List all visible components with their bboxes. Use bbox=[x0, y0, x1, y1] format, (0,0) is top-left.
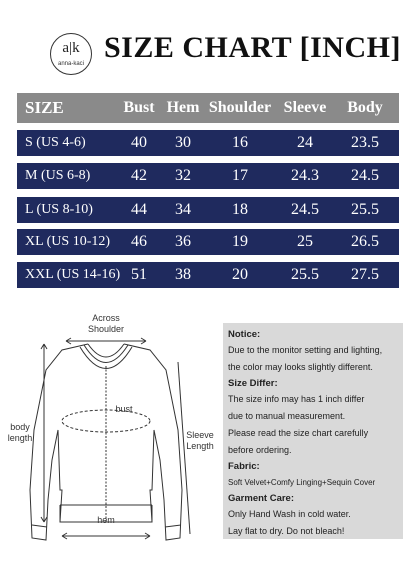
label-sleeve-length: Sleeve Length bbox=[186, 430, 214, 451]
notice-heading: Notice: bbox=[228, 329, 261, 340]
row-body: 23.5 bbox=[351, 134, 379, 151]
label-bust: bust bbox=[115, 404, 133, 414]
row-hem: 34 bbox=[175, 201, 191, 218]
notes-panel bbox=[223, 323, 403, 539]
label-across-shoulder: Across Shoulder bbox=[87, 313, 125, 334]
label-body-length: body length bbox=[7, 422, 33, 443]
header-size: SIZE bbox=[25, 98, 64, 117]
table-row bbox=[17, 130, 399, 156]
size-table-header bbox=[17, 93, 399, 123]
garment-care-line: Lay flat to dry. Do not bleach! bbox=[228, 526, 345, 536]
row-sleeve: 25.5 bbox=[291, 266, 319, 283]
table-row bbox=[17, 197, 399, 223]
row-shoulder: 16 bbox=[232, 134, 248, 151]
table-row bbox=[17, 262, 399, 288]
garment-care-heading: Garment Care: bbox=[228, 493, 294, 504]
row-size: S (US 4-6) bbox=[25, 135, 86, 150]
row-size: L (US 8-10) bbox=[25, 202, 93, 217]
row-hem: 36 bbox=[175, 233, 191, 250]
row-hem: 30 bbox=[175, 134, 191, 151]
row-size: XXL (US 14-16) bbox=[25, 267, 121, 282]
row-sleeve: 24.3 bbox=[291, 167, 319, 184]
row-bust: 51 bbox=[131, 266, 147, 283]
garment-care-line: Only Hand Wash in cold water. bbox=[228, 509, 351, 519]
header-sleeve: Sleeve bbox=[283, 99, 327, 116]
row-body: 24.5 bbox=[351, 167, 379, 184]
row-hem: 32 bbox=[175, 167, 191, 184]
row-bust: 40 bbox=[131, 134, 147, 151]
row-hem: 38 bbox=[175, 266, 191, 283]
header-hem: Hem bbox=[166, 99, 200, 116]
row-body: 25.5 bbox=[351, 201, 379, 218]
notice-line: the color may looks slightly different. bbox=[228, 362, 373, 372]
row-body: 27.5 bbox=[351, 266, 379, 283]
row-shoulder: 17 bbox=[232, 167, 248, 184]
header-body: Body bbox=[347, 99, 383, 116]
row-bust: 46 bbox=[131, 233, 147, 250]
size-differ-line: The size info may has 1 inch differ bbox=[228, 394, 365, 404]
row-sleeve: 24 bbox=[297, 134, 313, 151]
row-body: 26.5 bbox=[351, 233, 379, 250]
size-differ-line: due to manual measurement. bbox=[228, 411, 346, 421]
row-shoulder: 18 bbox=[232, 201, 248, 218]
brand-logo bbox=[50, 33, 92, 75]
size-differ-line: before ordering. bbox=[228, 445, 292, 455]
label-hem: hem bbox=[97, 515, 115, 525]
row-sleeve: 24.5 bbox=[291, 201, 319, 218]
table-row bbox=[17, 229, 399, 255]
row-shoulder: 19 bbox=[232, 233, 248, 250]
size-differ-heading: Size Differ: bbox=[228, 378, 278, 389]
row-sleeve: 25 bbox=[297, 233, 313, 250]
logo-monogram: a|k bbox=[62, 40, 80, 56]
row-bust: 42 bbox=[131, 167, 147, 184]
fabric-heading: Fabric: bbox=[228, 461, 260, 472]
row-size: XL (US 10-12) bbox=[25, 234, 111, 249]
notice-line: Due to the monitor setting and lighting, bbox=[228, 345, 383, 355]
logo-brand-text: anna-kaci bbox=[57, 61, 84, 67]
header-shoulder: Shoulder bbox=[208, 99, 272, 116]
row-bust: 44 bbox=[131, 201, 147, 218]
row-shoulder: 20 bbox=[232, 266, 248, 283]
fabric-line: Soft Velvet+Comfy Linging+Sequin Cover bbox=[228, 478, 376, 487]
page-title: SIZE CHART [INCH] bbox=[104, 31, 401, 64]
header-bust: Bust bbox=[123, 99, 155, 116]
table-row bbox=[17, 163, 399, 189]
row-size: M (US 6-8) bbox=[25, 168, 91, 183]
size-differ-line: Please read the size chart carefully bbox=[228, 428, 369, 438]
